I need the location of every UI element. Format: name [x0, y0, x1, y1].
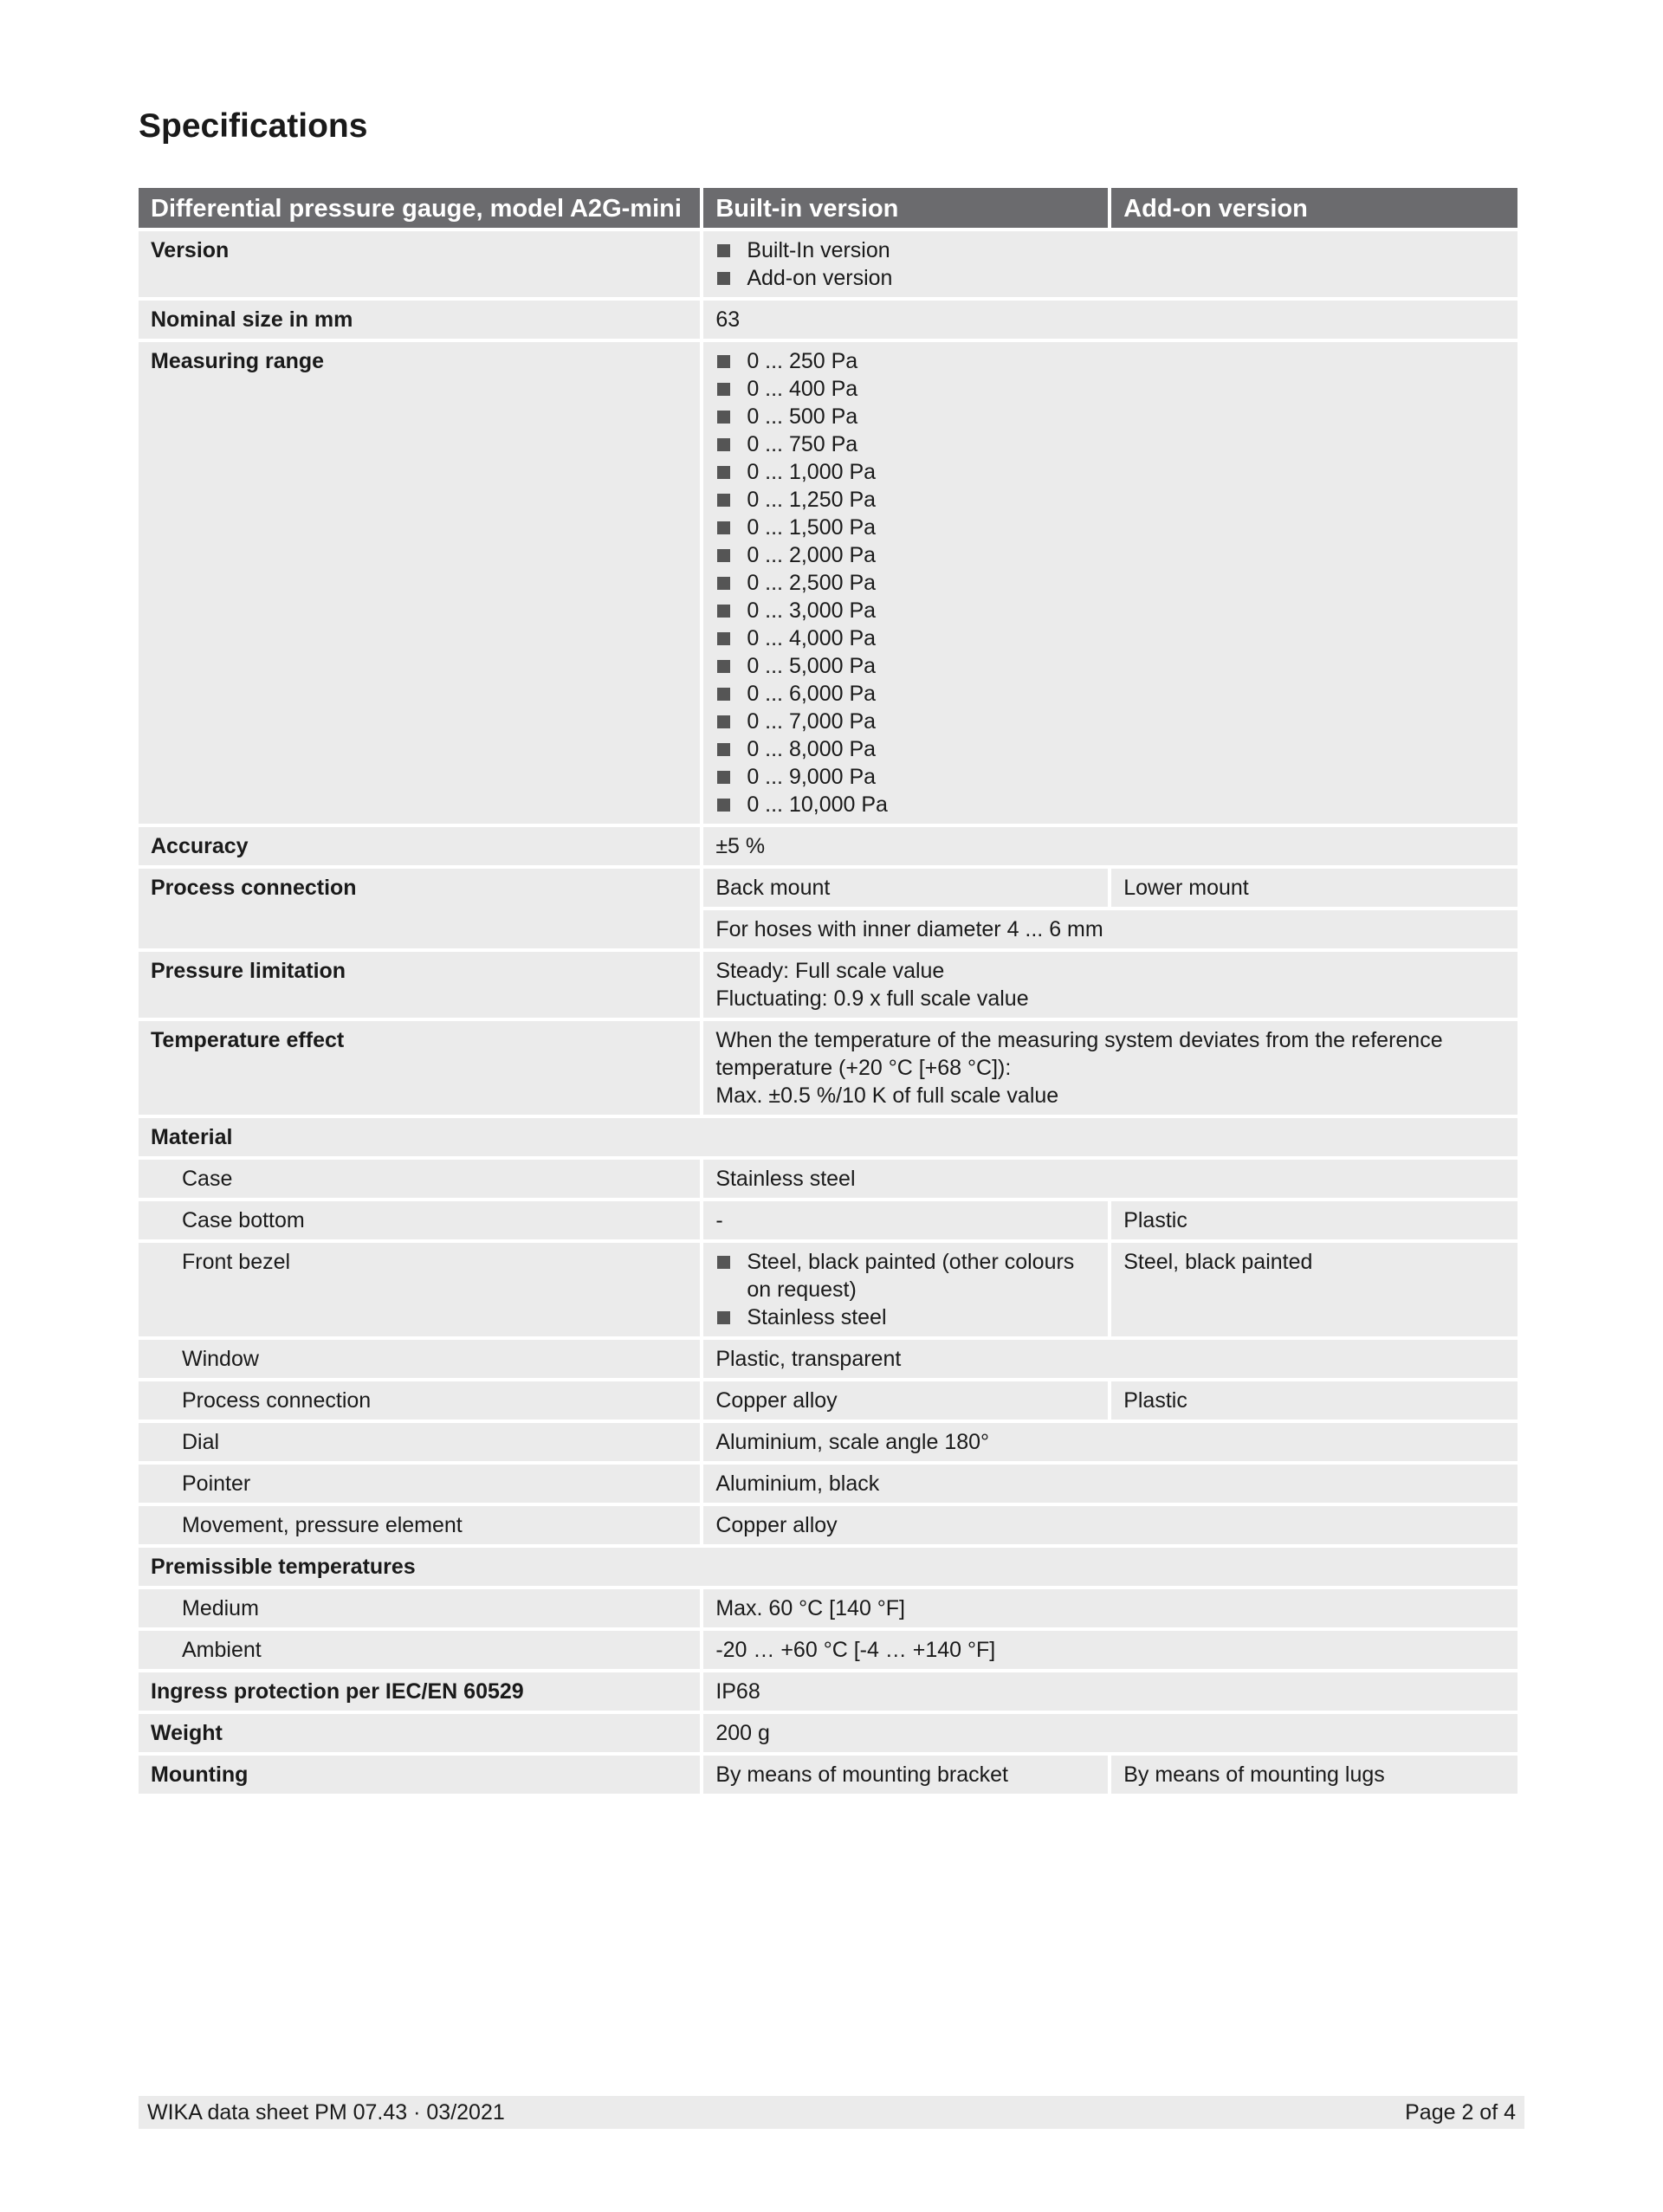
row-nominal-size	[139, 301, 1517, 339]
row-pressure-limitation	[139, 952, 1517, 1018]
value-accuracy: ±5 %	[703, 827, 1517, 865]
text-line: temperature (+20 °C [+68 °C]):	[715, 1056, 1012, 1080]
text-line: Max. ±0.5 %/10 K of full scale value	[715, 1083, 1059, 1108]
text-line: Steady: Full scale value	[715, 959, 945, 983]
label-pointer: Pointer	[139, 1465, 700, 1503]
row-ambient	[139, 1631, 1517, 1669]
value-case-bottom-built-in: -	[703, 1201, 1108, 1239]
list-item: 0 ... 500 Pa	[715, 403, 1505, 430]
value-pressure-limitation	[703, 952, 1517, 1018]
label-medium: Medium	[139, 1589, 700, 1627]
label-measuring-range: Measuring range	[139, 342, 700, 824]
text-line: When the temperature of the measuring system deviates from the reference	[715, 1028, 1443, 1052]
list-item: 0 ... 400 Pa	[715, 375, 1505, 403]
label-material: Material	[139, 1118, 1517, 1156]
value-mounting-add-on: By means of mounting lugs	[1111, 1756, 1517, 1794]
value-front-bezel-built-in	[703, 1243, 1108, 1336]
header-built-in: Built-in version	[703, 188, 1108, 228]
header-add-on: Add-on version	[1111, 188, 1517, 228]
value-front-bezel-add-on: Steel, black painted	[1111, 1243, 1517, 1336]
list-item: 0 ... 1,250 Pa	[715, 486, 1505, 514]
value-material-process-connection-add-on: Plastic	[1111, 1381, 1517, 1420]
label-mounting: Mounting	[139, 1756, 700, 1794]
label-version: Version	[139, 231, 700, 297]
value-measuring-range	[703, 342, 1517, 824]
row-mounting	[139, 1756, 1517, 1794]
list-item: Stainless steel	[715, 1303, 1096, 1331]
page-footer	[139, 2096, 1524, 2129]
label-accuracy: Accuracy	[139, 827, 700, 865]
text-line: Fluctuating: 0.9 x full scale value	[715, 986, 1029, 1011]
label-ingress: Ingress protection per IEC/EN 60529	[139, 1672, 700, 1711]
row-process-connection	[139, 869, 1517, 907]
row-front-bezel	[139, 1243, 1517, 1336]
list-item: 0 ... 9,000 Pa	[715, 763, 1505, 791]
row-window	[139, 1340, 1517, 1378]
value-ingress: IP68	[703, 1672, 1517, 1711]
label-temperatures: Premissible temperatures	[139, 1548, 1517, 1586]
value-process-connection-add-on: Lower mount	[1111, 869, 1517, 907]
row-temperatures	[139, 1548, 1517, 1586]
label-pressure-limitation: Pressure limitation	[139, 952, 700, 1018]
value-material-process-connection-built-in: Copper alloy	[703, 1381, 1108, 1420]
value-nominal-size: 63	[703, 301, 1517, 339]
specifications-table	[135, 184, 1521, 1797]
list-item: 0 ... 10,000 Pa	[715, 791, 1505, 818]
value-window: Plastic, transparent	[703, 1340, 1517, 1378]
list-item: 0 ... 250 Pa	[715, 347, 1505, 375]
value-case-bottom-add-on: Plastic	[1111, 1201, 1517, 1239]
row-material	[139, 1118, 1517, 1156]
row-pointer	[139, 1465, 1517, 1503]
footer-page-number: Page 2 of 4	[1405, 2100, 1516, 2125]
footer-document-id: WIKA data sheet PM 07.43 · 03/2021	[147, 2100, 505, 2125]
value-pointer: Aluminium, black	[703, 1465, 1517, 1503]
page-title: Specifications	[139, 107, 368, 145]
list-item: Built-In version	[715, 236, 1505, 264]
label-window: Window	[139, 1340, 700, 1378]
value-weight: 200 g	[703, 1714, 1517, 1752]
label-case-bottom: Case bottom	[139, 1201, 700, 1239]
value-dial: Aluminium, scale angle 180°	[703, 1423, 1517, 1461]
list-item: 0 ... 2,000 Pa	[715, 541, 1505, 569]
row-case	[139, 1160, 1517, 1198]
list-item: Add-on version	[715, 264, 1505, 292]
list-item: 0 ... 2,500 Pa	[715, 569, 1505, 597]
value-movement: Copper alloy	[703, 1506, 1517, 1544]
list-item: 0 ... 4,000 Pa	[715, 624, 1505, 652]
value-version	[703, 231, 1517, 297]
list-item: 0 ... 7,000 Pa	[715, 708, 1505, 735]
label-ambient: Ambient	[139, 1631, 700, 1669]
table-header-row	[139, 188, 1517, 228]
header-model: Differential pressure gauge, model A2G-mini	[139, 188, 700, 228]
label-case: Case	[139, 1160, 700, 1198]
value-mounting-built-in: By means of mounting bracket	[703, 1756, 1108, 1794]
value-medium: Max. 60 °C [140 °F]	[703, 1589, 1517, 1627]
row-measuring-range	[139, 342, 1517, 824]
row-ingress	[139, 1672, 1517, 1711]
value-case: Stainless steel	[703, 1160, 1517, 1198]
label-front-bezel: Front bezel	[139, 1243, 700, 1336]
row-temperature-effect	[139, 1021, 1517, 1115]
version-list	[715, 236, 1505, 292]
label-weight: Weight	[139, 1714, 700, 1752]
value-process-connection-note: For hoses with inner diameter 4 ... 6 mm	[703, 910, 1517, 948]
value-ambient: -20 … +60 °C [-4 … +140 °F]	[703, 1631, 1517, 1669]
measuring-range-list	[715, 347, 1505, 818]
list-item: Steel, black painted (other colours on request)	[715, 1248, 1096, 1303]
value-process-connection-built-in: Back mount	[703, 869, 1108, 907]
list-item: 0 ... 1,500 Pa	[715, 514, 1505, 541]
row-movement	[139, 1506, 1517, 1544]
front-bezel-list	[715, 1248, 1096, 1331]
label-temperature-effect: Temperature effect	[139, 1021, 700, 1115]
list-item: 0 ... 750 Pa	[715, 430, 1505, 458]
row-accuracy	[139, 827, 1517, 865]
row-medium	[139, 1589, 1517, 1627]
row-dial	[139, 1423, 1517, 1461]
row-version	[139, 231, 1517, 297]
label-material-process-connection: Process connection	[139, 1381, 700, 1420]
label-process-connection: Process connection	[139, 869, 700, 948]
list-item: 0 ... 3,000 Pa	[715, 597, 1505, 624]
row-case-bottom	[139, 1201, 1517, 1239]
label-dial: Dial	[139, 1423, 700, 1461]
label-nominal-size: Nominal size in mm	[139, 301, 700, 339]
row-material-process-connection	[139, 1381, 1517, 1420]
list-item: 0 ... 5,000 Pa	[715, 652, 1505, 680]
list-item: 0 ... 6,000 Pa	[715, 680, 1505, 708]
list-item: 0 ... 8,000 Pa	[715, 735, 1505, 763]
value-temperature-effect	[703, 1021, 1517, 1115]
list-item: 0 ... 1,000 Pa	[715, 458, 1505, 486]
label-movement: Movement, pressure element	[139, 1506, 700, 1544]
row-weight	[139, 1714, 1517, 1752]
